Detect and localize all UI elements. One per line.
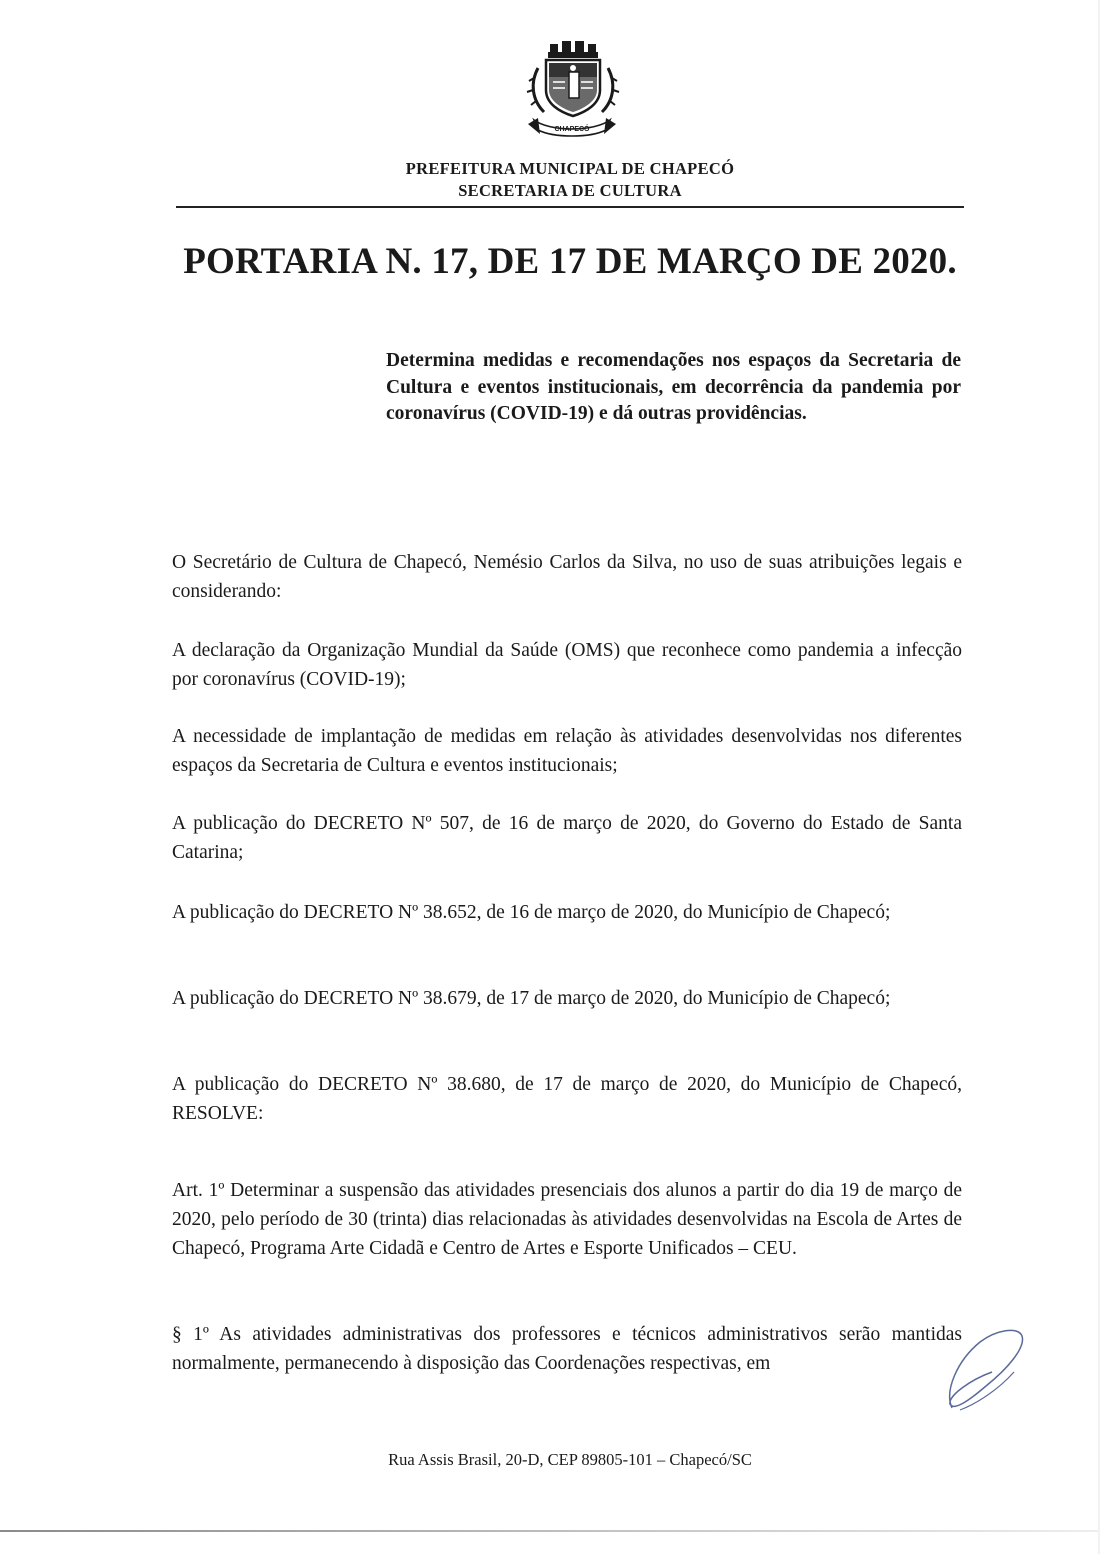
header-line-prefeitura: PREFEITURA MUNICIPAL DE CHAPECÓ <box>405 159 735 178</box>
paragraph-par-1: § 1º As atividades administrativas dos professores e técnicos administrativos serão mantidas normalmente, permanecendo à disposição das Coordenações respectivas, em <box>172 1324 962 1374</box>
scan-border <box>0 1530 1100 1532</box>
institution-header <box>0 158 1100 202</box>
paragraph-decreto-38679: A publicação do DECRETO Nº 38.679, de 17 de março de 2020, do Município de Chapecó; <box>172 988 891 1009</box>
paragraph-preamble: O Secretário de Cultura de Chapecó, Nemésio Carlos da Silva, no uso de suas atribuições legais e considerando: <box>172 552 962 602</box>
title-text: PORTARIA N. 17, DE 17 DE MARÇO DE 2020. <box>183 241 957 282</box>
paragraph-decreto-38680: A publicação do DECRETO Nº 38.680, de 17 de março de 2020, do Município de Chapecó, RESOLVE: <box>172 1074 962 1124</box>
coat-of-arms-icon <box>520 38 624 138</box>
paragraph-considerando-medidas: A necessidade de implantação de medidas em relação às atividades desenvolvidas nos diferentes espaços da Secretaria de Cultura e eventos institucionais; <box>172 726 962 776</box>
ementa: Determina medidas e recomendações nos espaços da Secretaria de Cultura e eventos institucionais, em decorrência da pandemia por coronavírus (COVID-19) e dá outras providências. <box>386 350 961 424</box>
footer-address: Rua Assis Brasil, 20-D, CEP 89805-101 – Chapecó/SC <box>388 1450 752 1469</box>
paragraph-decreto-507: A publicação do DECRETO Nº 507, de 16 de março de 2020, do Governo do Estado de Santa Catarina; <box>172 813 962 863</box>
crest-motto: CHAPECÓ <box>554 126 590 133</box>
paragraph-art-1: Art. 1º Determinar a suspensão das atividades presenciais dos alunos a partir do dia 19 de março de 2020, pelo período de 30 (trinta) dias relacionadas às atividades desenvolvidas na Escola de Artes de Chapecó, Programa Arte Cidadã e Centro de Artes e Esporte Unificados – CEU. <box>172 1180 962 1259</box>
header-line-secretaria: SECRETARIA DE CULTURA <box>458 181 682 200</box>
paragraph-considerando-oms: A declaração da Organização Mundial da Saúde (OMS) que reconhece como pandemia a infecção por coronavírus (COVID-19); <box>172 640 962 690</box>
paragraph-decreto-38652: A publicação do DECRETO Nº 38.652, de 16 de março de 2020, do Município de Chapecó; <box>172 902 891 923</box>
document-title <box>0 240 1100 283</box>
header-divider <box>176 206 964 208</box>
signature-initials-icon <box>940 1320 1030 1420</box>
